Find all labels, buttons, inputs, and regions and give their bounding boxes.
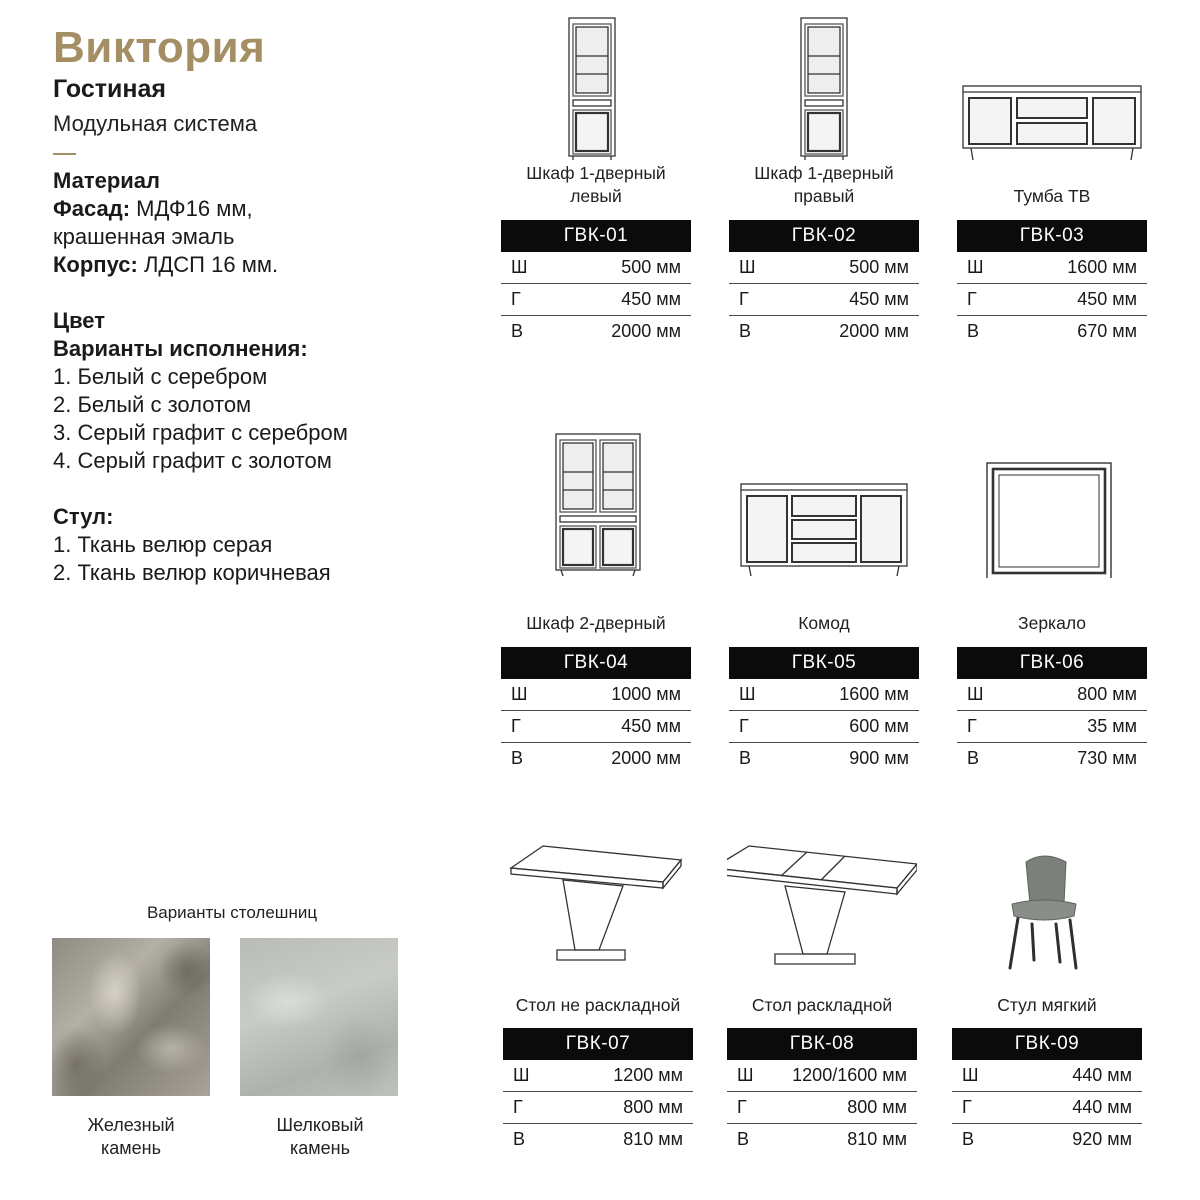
dimensions-table xyxy=(729,679,919,774)
product-name: Шкаф 2-дверный xyxy=(526,613,666,633)
color-option: 1. Белый с серебром xyxy=(53,364,268,389)
variants-label: Варианты исполнения: xyxy=(53,336,308,361)
tv-stand-icon xyxy=(957,12,1147,162)
dim-label: В xyxy=(962,1128,975,1149)
dim-row-depth xyxy=(501,711,691,743)
dimensions-table xyxy=(501,252,691,347)
table-fixed-icon xyxy=(503,842,693,972)
product-name-line2: правый xyxy=(793,186,855,206)
product-code-bar: ГВК-07 xyxy=(503,1028,693,1060)
product-card xyxy=(957,428,1147,774)
collection-subtitle: Гостиная xyxy=(53,75,166,103)
dimensions-table xyxy=(957,679,1147,774)
dim-row-depth xyxy=(501,284,691,316)
swatch-label-line: Шелковый xyxy=(276,1115,364,1135)
dim-value: 2000 мм xyxy=(611,320,681,341)
product-card xyxy=(503,842,693,1155)
dim-label: Г xyxy=(501,284,541,316)
product-code-bar: ГВК-05 xyxy=(729,647,919,679)
dim-label: Ш xyxy=(501,252,541,284)
product-name: Стол не раскладной xyxy=(515,995,681,1015)
dim-label: Г xyxy=(729,284,769,316)
dim-value: 920 мм xyxy=(1072,1128,1132,1149)
dim-value: 600 мм xyxy=(769,711,919,743)
iron-stone-swatch xyxy=(52,938,210,1096)
product-card xyxy=(952,842,1142,1155)
dim-value: 1200/1600 мм xyxy=(767,1060,917,1092)
dim-row-width xyxy=(729,252,919,284)
product-name: Стул мягкий xyxy=(997,995,1097,1015)
dim-label: Ш xyxy=(729,252,769,284)
dim-label: Г xyxy=(957,284,997,316)
dim-row-depth xyxy=(729,284,919,316)
product-name: Шкаф 1-дверный xyxy=(754,163,894,183)
color-option: 2. Белый с золотом xyxy=(53,392,252,417)
dim-value: 1200 мм xyxy=(543,1060,693,1092)
dim-row-depth xyxy=(729,711,919,743)
dim-row-width xyxy=(957,252,1147,284)
facade-value: МДФ16 мм, xyxy=(130,196,253,221)
product-name: Стол раскладной xyxy=(751,995,893,1015)
dim-row-depth xyxy=(503,1092,693,1124)
product-code-bar: ГВК-06 xyxy=(957,647,1147,679)
dimensions-table xyxy=(503,1060,693,1155)
product-card xyxy=(957,12,1147,347)
dim-row-width xyxy=(952,1060,1142,1092)
chair-block xyxy=(53,503,453,587)
brand-title: Виктория xyxy=(53,23,266,72)
dim-row-width xyxy=(727,1060,917,1092)
dim-row-height xyxy=(952,1123,1142,1155)
dim-label: Г xyxy=(503,1092,543,1124)
dim-row-height xyxy=(501,742,691,774)
dim-value: 450 мм xyxy=(541,711,691,743)
dimensions-table xyxy=(952,1060,1142,1155)
product-name: Шкаф 1-дверный xyxy=(526,163,666,183)
dim-label: В xyxy=(739,747,752,768)
dim-row-width xyxy=(729,679,919,711)
dim-row-depth xyxy=(952,1092,1142,1124)
dimensions-table xyxy=(729,252,919,347)
dim-row-height xyxy=(503,1123,693,1155)
dim-row-depth xyxy=(727,1092,917,1124)
body-value: ЛДСП 16 мм. xyxy=(137,252,279,277)
dim-value: 730 мм xyxy=(1077,747,1137,768)
system-caption: Модульная система xyxy=(53,111,258,136)
dim-value: 440 мм xyxy=(992,1092,1142,1124)
mirror-icon xyxy=(957,428,1147,578)
dim-row-width xyxy=(957,679,1147,711)
dim-label: Г xyxy=(952,1092,992,1124)
material-block xyxy=(53,167,453,279)
chair-heading: Стул: xyxy=(53,504,114,529)
dim-value: 800 мм xyxy=(997,679,1147,711)
product-code-bar: ГВК-04 xyxy=(501,647,691,679)
dim-value: 800 мм xyxy=(767,1092,917,1124)
dim-label: Ш xyxy=(501,679,541,711)
swatch-label-line: Железный xyxy=(87,1115,175,1135)
product-card xyxy=(501,12,691,347)
dim-label: Ш xyxy=(503,1060,543,1092)
dim-row-height xyxy=(729,315,919,347)
dim-value: 800 мм xyxy=(543,1092,693,1124)
dim-value: 670 мм xyxy=(1077,320,1137,341)
product-name: Тумба ТВ xyxy=(1013,186,1091,206)
dim-row-height xyxy=(957,315,1147,347)
dim-row-depth xyxy=(957,284,1147,316)
dim-label: В xyxy=(967,320,980,341)
product-name: Комод xyxy=(798,613,850,633)
silk-stone-label xyxy=(230,1114,410,1160)
dim-value: 2000 мм xyxy=(611,747,681,768)
dim-value: 450 мм xyxy=(541,284,691,316)
tabletop-variants-title: Варианты столешниц xyxy=(146,903,318,922)
product-name-line2: левый xyxy=(570,186,622,206)
accent-divider xyxy=(53,153,76,155)
dim-value: 450 мм xyxy=(997,284,1147,316)
dim-value: 450 мм xyxy=(769,284,919,316)
dim-label: Г xyxy=(957,711,997,743)
color-block xyxy=(53,307,453,475)
dim-value: 2000 мм xyxy=(839,320,909,341)
color-option: 4. Серый графит с золотом xyxy=(53,448,332,473)
dimensions-table xyxy=(727,1060,917,1155)
product-code-bar: ГВК-01 xyxy=(501,220,691,252)
product-card xyxy=(729,428,919,774)
iron-stone-label xyxy=(41,1114,221,1160)
product-code-bar: ГВК-09 xyxy=(952,1028,1142,1060)
product-card xyxy=(501,428,691,774)
dim-value: 810 мм xyxy=(847,1128,907,1149)
chair-icon xyxy=(952,842,1142,972)
dim-label: В xyxy=(511,320,524,341)
dim-label: Ш xyxy=(957,252,997,284)
facade-label: Фасад: xyxy=(53,196,131,221)
product-code-bar: ГВК-08 xyxy=(727,1028,917,1060)
dim-label: В xyxy=(739,320,752,341)
swatch-label-line: камень xyxy=(290,1138,350,1158)
dimensions-table xyxy=(957,252,1147,347)
color-heading: Цвет xyxy=(53,308,106,333)
body-label: Корпус: xyxy=(53,252,138,277)
dim-label: Ш xyxy=(957,679,997,711)
dim-value: 1600 мм xyxy=(769,679,919,711)
facade-value-line2: крашенная эмаль xyxy=(53,224,235,249)
dim-label: Г xyxy=(727,1092,767,1124)
cabinet-2-door-icon xyxy=(501,428,691,578)
dim-row-width xyxy=(501,679,691,711)
dim-value: 440 мм xyxy=(992,1060,1142,1092)
info-column xyxy=(53,22,453,587)
product-name: Зеркало xyxy=(1018,613,1086,633)
dimensions-table xyxy=(501,679,691,774)
product-code-bar: ГВК-02 xyxy=(729,220,919,252)
dim-label: В xyxy=(967,747,980,768)
material-heading: Материал xyxy=(53,168,161,193)
dim-value: 500 мм xyxy=(769,252,919,284)
product-card xyxy=(729,12,919,347)
dim-value: 35 мм xyxy=(997,711,1147,743)
dim-label: Ш xyxy=(729,679,769,711)
dim-label: В xyxy=(511,747,524,768)
chair-option: 1. Ткань велюр серая xyxy=(53,532,273,557)
dim-value: 810 мм xyxy=(623,1128,683,1149)
silk-stone-swatch xyxy=(240,938,398,1096)
chest-of-drawers-icon xyxy=(729,428,919,578)
dim-label: Ш xyxy=(952,1060,992,1092)
dim-row-depth xyxy=(957,711,1147,743)
dim-label: Ш xyxy=(727,1060,767,1092)
dim-row-height xyxy=(729,742,919,774)
cabinet-1-door-left-icon xyxy=(501,12,691,162)
dim-label: Г xyxy=(501,711,541,743)
dim-row-height xyxy=(727,1123,917,1155)
cabinet-1-door-right-icon xyxy=(729,12,919,162)
dim-value: 900 мм xyxy=(849,747,909,768)
dim-value: 500 мм xyxy=(541,252,691,284)
dim-label: В xyxy=(513,1128,526,1149)
chair-option: 2. Ткань велюр коричневая xyxy=(53,560,331,585)
product-card xyxy=(727,842,917,1155)
dim-value: 1600 мм xyxy=(997,252,1147,284)
color-option: 3. Серый графит с серебром xyxy=(53,420,348,445)
dim-label: Г xyxy=(729,711,769,743)
dim-row-width xyxy=(501,252,691,284)
dim-row-height xyxy=(957,742,1147,774)
table-extendable-icon xyxy=(727,842,917,972)
product-code-bar: ГВК-03 xyxy=(957,220,1147,252)
dim-value: 1000 мм xyxy=(541,679,691,711)
swatch-label-line: камень xyxy=(101,1138,161,1158)
dim-row-width xyxy=(503,1060,693,1092)
dim-row-height xyxy=(501,315,691,347)
dim-label: В xyxy=(737,1128,750,1149)
